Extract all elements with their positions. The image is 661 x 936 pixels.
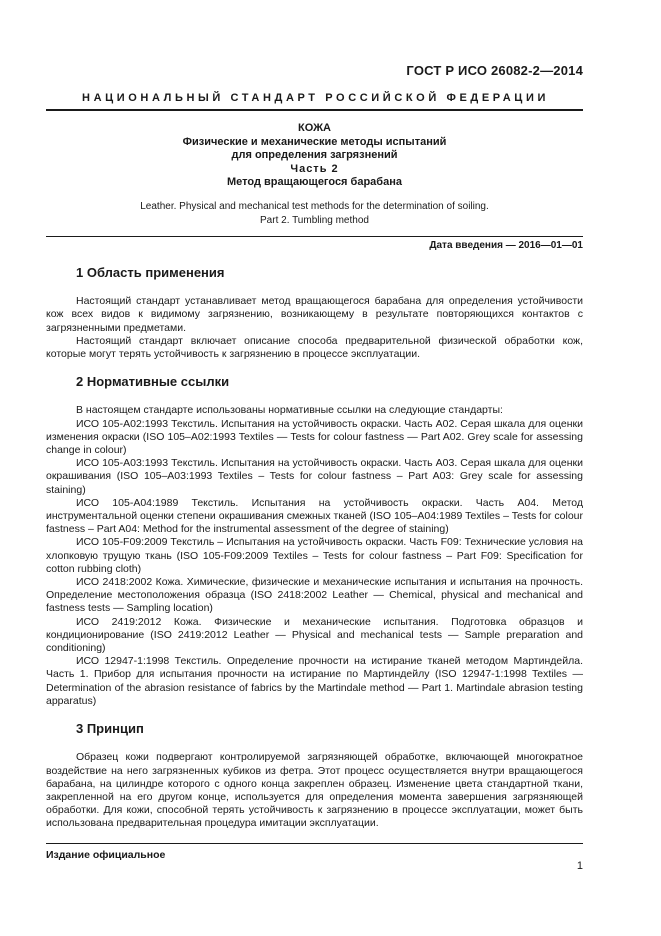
section-heading: 3 Принцип	[76, 721, 144, 737]
reference-item: ИСО 105-A03:1993 Текстиль. Испытания на устойчивость окраски. Часть A03. Серая шкала для оценки окрашивания (ISO 105–A03:1993 Textiles – Tests for colour fastness – Part A03: Grey scale for assessing staining)	[46, 457, 583, 496]
title-block	[46, 122, 583, 190]
reference-item: ИСО 105-A04:1989 Текстиль. Испытания на устойчивость окраски. Часть A04. Метод инструментальной оценки степени окрашивания смежных тканей (ISO 105–A04:1989 Textiles – Tests for colour fastness – Part A04: Method for the instrumental assessment of the degree of staining)	[46, 496, 583, 536]
document-content	[46, 266, 583, 831]
section-heading: 1 Область применения	[76, 265, 225, 280]
header-rule	[46, 109, 583, 111]
paragraph: Настоящий стандарт включает описание способа предварительной физической обработки кож, которые могут терять устойчивость к загрязнению в процессе эксплуатации.	[46, 334, 583, 361]
official-edition-label: Издание официальное	[46, 849, 166, 861]
intro-date-rule	[46, 236, 583, 237]
title-line: Физические и механические методы испытаний	[182, 135, 447, 148]
document-code: ГОСТ Р ИСО 26082-2—2014	[406, 63, 583, 78]
title-line: КОЖА	[297, 122, 331, 134]
title-line: для определения загрязнений	[231, 149, 398, 161]
footer-rule	[46, 843, 583, 844]
section-scope	[46, 266, 583, 361]
reference-item: ИСО 12947-1:1998 Текстиль. Определение прочности на истирание тканей методом Мартиндейла. Часть 1. Прибор для испытания прочности на истирание по Мартиндейлу (ISO 12947-1:1998 Textiles — Determination of the abrasion resistance of fabrics by the Martindale method — Part 1. Martindale abrasion testing apparatus)	[46, 655, 583, 707]
intro-date: Дата введения — 2016—01—01	[429, 240, 583, 251]
reference-item: ИСО 105-F09:2009 Текстиль – Испытания на устойчивость окраски. Часть F09: Технические условия на хлопковую трущую ткань (ISO 105-F09:2009 Textiles – Tests for colour fastness – Part F09: Specification for cotton rubbing cloth)	[46, 536, 583, 575]
title-en-line: Leather. Physical and mechanical test methods for the determination of soiling.	[140, 201, 489, 212]
reference-item: ИСО 2418:2002 Кожа. Химические, физические и механические испытания и испытания на прочность. Определение местоположения образца (ISO 2418:2002 Leather — Chemical, physical and mechanical and fastness tests — Sampling location)	[46, 576, 583, 615]
national-standard-banner: НАЦИОНАЛЬНЫЙ СТАНДАРТ РОССИЙСКОЙ ФЕДЕРАЦИИ	[82, 92, 549, 104]
section-normative-references	[46, 375, 583, 708]
section-principle	[46, 722, 583, 830]
paragraph: Образец кожи подвергают контролируемой загрязняющей обработке, включающей многократное воздействие на него загрязненных кубиков из фетра. Этот процесс осуществляется внутри вращающегося барабана, на цилиндре которого с одного конца закреплен образец. Изменение цвета стандартной ткани, закрепленной на его другом конце, используется для определения момента завершения загрязняющей обработки. Для кожи, способной терять устойчивость к загрязнению в процессе эксплуатации, может быть использована предварительная процедура имитации эксплуатации.	[46, 751, 583, 830]
section-heading: 2 Нормативные ссылки	[76, 374, 230, 390]
page-number: 1	[576, 860, 583, 872]
title-part: Часть 2	[290, 162, 339, 175]
reference-item: ИСО 2419:2012 Кожа. Физические и механические испытания. Подготовка образцов и кондиционирование (ISO 2419:2012 Leather — Physical and mechanical tests — Sample preparation and conditioning)	[46, 615, 583, 655]
title-line: Метод вращающегося барабана	[227, 176, 402, 188]
reference-item: ИСО 105-A02:1993 Текстиль. Испытания на устойчивость окраски. Часть A02. Серая шкала для оценки изменения окраски (ISO 105–A02:1993 Textiles — Tests for colour fastness — Part A02. Grey scale for assessing change in colour)	[46, 417, 583, 457]
title-en-line: Part 2. Tumbling method	[260, 214, 369, 226]
paragraph: Настоящий стандарт устанавливает метод вращающегося барабана для определения устойчивости кож всех видов к видимому загрязнению, возникающему в результате повторяющихся контактов с загрязненными предметами.	[46, 295, 583, 334]
title-english	[46, 200, 583, 227]
paragraph: В настоящем стандарте использованы нормативные ссылки на следующие стандарты:	[76, 404, 503, 417]
